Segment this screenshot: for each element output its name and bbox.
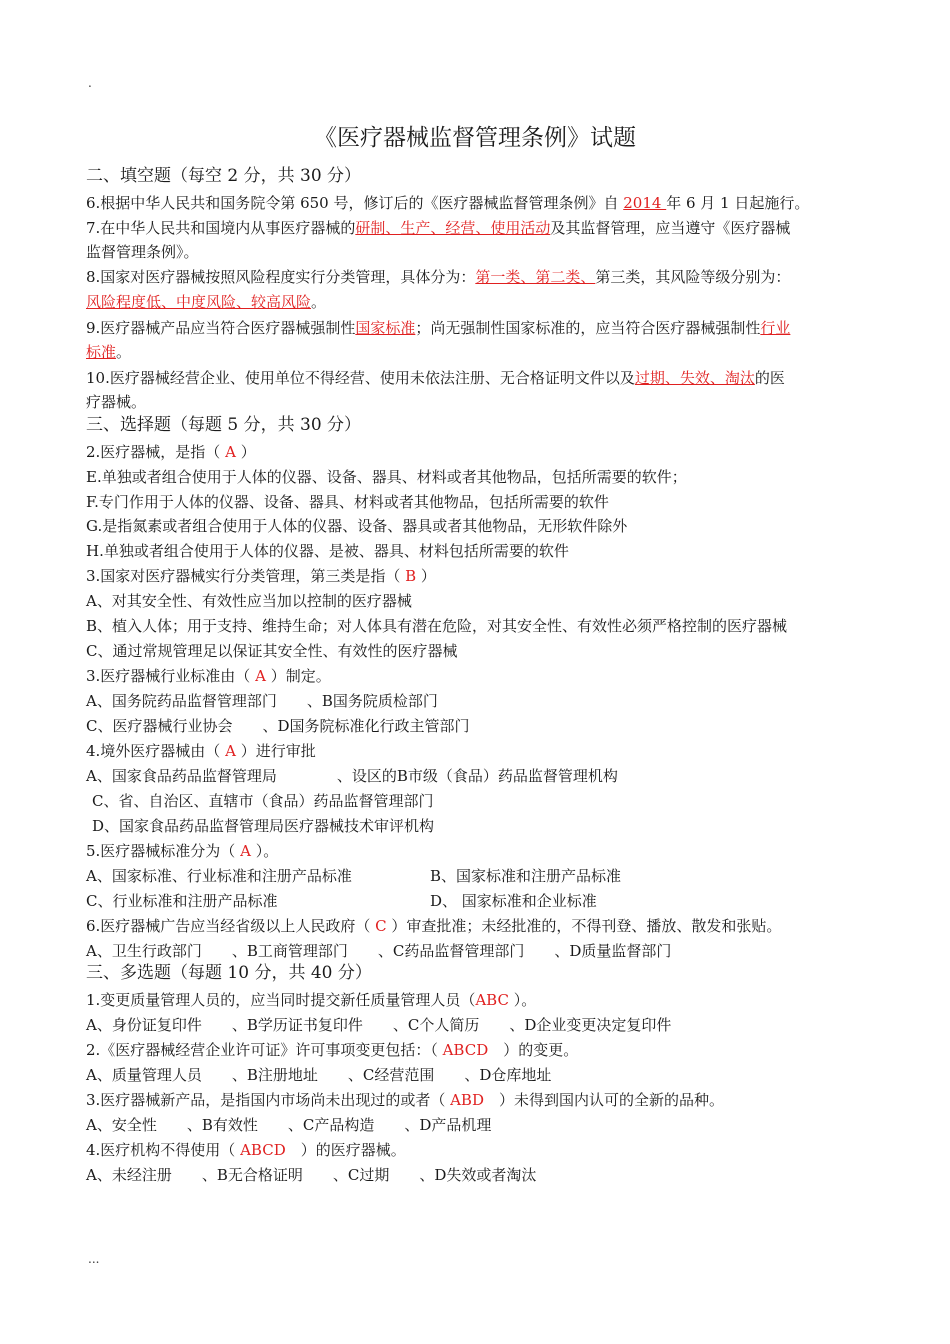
option: F.专门作用于人体的仪器、设备、器具、材料或者其他物品，包括所需要的软件 — [86, 493, 609, 511]
answer: 研制、生产、经营、使用活动 — [355, 219, 551, 237]
option: B、国家标准和注册产品标准 — [430, 867, 622, 885]
multi-section-heading: 三、多选题（每题 10 分，共 40 分） — [86, 963, 372, 983]
option: A、身份证复印件 、B学历证书复印件 、C个人简历 、D企业变更决定复印件 — [86, 1016, 672, 1034]
option: A、安全性 、B有效性 、C产品构造 、D产品机理 — [86, 1116, 492, 1134]
top-mark: . — [88, 76, 92, 90]
fill-q9-cont: 标准。 — [86, 343, 132, 361]
multi-q4: 4.医疗机构不得使用（ ABCD ）的医疗器械。 — [86, 1141, 406, 1159]
choice-q6: 6.医疗器械广告应当经省级以上人民政府（ C ）审查批准；未经批准的，不得刊登、播放、散发和张贴。 — [86, 917, 782, 935]
choice-section-heading: 三、选择题（每题 5 分，共 30 分） — [86, 415, 362, 435]
answer: A — [240, 842, 251, 860]
option: C、省、自治区、直辖市（食品）药品监督管理部门 — [92, 792, 434, 810]
answer: 2014 — [623, 194, 667, 212]
answer: C — [375, 917, 387, 935]
answer: 行业 — [760, 319, 791, 337]
choice-q3: 3.国家对医疗器械实行分类管理，第三类是指（ B ） — [86, 567, 436, 585]
answer: 标准 — [86, 343, 117, 361]
multi-q1: 1.变更质量管理人员的，应当同时提交新任质量管理人员（ABC ）。 — [86, 991, 537, 1009]
option: A、质量管理人员 、B注册地址 、C经营范围 、D仓库地址 — [86, 1066, 552, 1084]
option: B、植入人体；用于支持、维持生命；对人体具有潜在危险，对其安全性、有效性必须严格控制的医疗器械 — [86, 617, 788, 635]
answer: 过期、失效、淘汰 — [634, 369, 755, 387]
fill-q8-cont: 风险程度低、中度风险、较高风险。 — [86, 293, 327, 311]
choice-q4: 4.境外医疗器械由（ A ）进行审批 — [86, 742, 316, 760]
fill-q8: 8.国家对医疗器械按照风险程度实行分类管理，具体分为：第一类、第二类、第三类，其风险等级分别为： — [86, 268, 791, 286]
option: C、行业标准和注册产品标准 — [86, 892, 278, 910]
choice-q3b: 3.医疗器械行业标准由（ A ）制定。 — [86, 667, 331, 685]
option: D、国家食品药品监督管理局医疗器械技术审评机构 — [92, 817, 435, 835]
option: H.单独或者组合使用于人体的仪器、是被、器具、材料包括所需要的软件 — [86, 542, 569, 560]
fill-section-heading: 二、填空题（每空 2 分，共 30 分） — [86, 166, 362, 186]
option: E.单独或者组合使用于人体的仪器、设备、器具、材料或者其他物品，包括所需要的软件； — [86, 468, 687, 486]
fill-q10-cont: 疗器械。 — [86, 393, 147, 411]
fill-q6: 6.根据中华人民共和国务院令第 650 号，修订后的《医疗器械监督管理条例》自 2014 年 6 月 1 日起施行。 — [86, 194, 810, 212]
answer: 第一类、第二类、 — [475, 268, 596, 286]
fill-q9: 9.医疗器械产品应当符合医疗器械强制性国家标准；尚无强制性国家标准的，应当符合医疗器械强制性行业 — [86, 319, 791, 337]
answer: ABD — [450, 1091, 484, 1109]
answer: B — [405, 567, 417, 585]
option: A、国家标准、行业标准和注册产品标准 — [86, 867, 352, 885]
answer: ABCD — [240, 1141, 286, 1159]
multi-q2: 2.《医疗器械经营企业许可证》许可事项变更包括：（ ABCD ）的变更。 — [86, 1041, 579, 1059]
fill-q10: 10.医疗器械经营企业、使用单位不得经营、使用未依法注册、无合格证明文件以及过期、失效、淘汰的医 — [86, 369, 785, 387]
option: A、对其安全性、有效性应当加以控制的医疗器械 — [86, 592, 412, 610]
answer: A — [255, 667, 266, 685]
answer: ABCD — [442, 1041, 489, 1059]
answer: ABC — [475, 991, 514, 1009]
answer: A — [225, 742, 236, 760]
fill-q7-cont: 监督管理条例》。 — [86, 243, 199, 261]
answer: 风险程度低、中度风险、较高风险 — [86, 293, 312, 311]
choice-q2: 2.医疗器械，是指（ A ） — [86, 443, 256, 461]
choice-q5: 5.医疗器械标准分为（ A ）。 — [86, 842, 279, 860]
fill-q7: 7.在中华人民共和国境内从事医疗器械的研制、生产、经营、使用活动及其监督管理，应当遵守《医疗器械 — [86, 219, 791, 237]
option: C、医疗器械行业协会 、D国务院标准化行政主管部门 — [86, 717, 470, 735]
option: A、卫生行政部门 、B工商管理部门 、C药品监督管理部门 、D质量监督部门 — [86, 942, 672, 960]
option: G.是指氮素或者组合使用于人体的仪器、设备、器具或者其他物品，无形软件除外 — [86, 517, 628, 535]
answer: 国家标准 — [355, 319, 416, 337]
option: A、国家食品药品监督管理局 、设区的B市级（食品）药品监督管理机构 — [86, 767, 618, 785]
option: A、未经注册 、B无合格证明 、C过期 、D失效或者淘汰 — [86, 1166, 537, 1184]
option: C、通过常规管理足以保证其安全性、有效性的医疗器械 — [86, 642, 458, 660]
bottom-mark: ... — [88, 1252, 100, 1266]
answer: A — [225, 443, 236, 461]
option: D、 国家标准和企业标准 — [430, 892, 597, 910]
option: A、国务院药品监督管理部门 、B国务院质检部门 — [86, 692, 438, 710]
multi-q3: 3.医疗器械新产品，是指国内市场尚未出现过的或者（ ABD ）未得到国内认可的全新的品种。 — [86, 1091, 724, 1109]
page-title: 《医疗器械监督管理条例》试题 — [314, 125, 636, 151]
